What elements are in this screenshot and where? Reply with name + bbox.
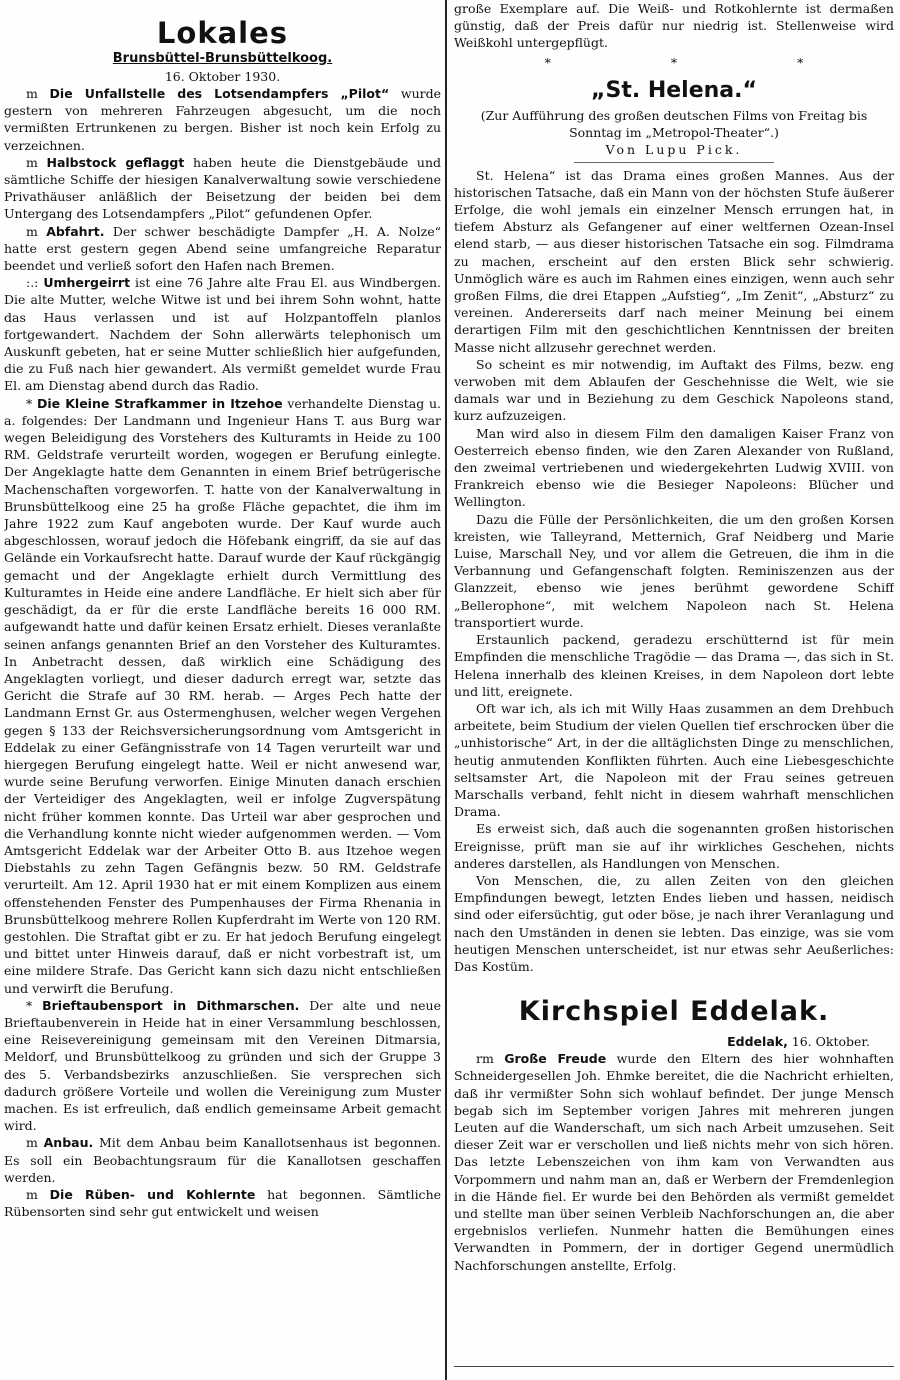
article-ernte-continued: große Exemplare auf. Die Weiß- und Rotkohlernte ist dermaßen günstig, daß der Preis dafür nur niedrig ist. Stellenweise wird Weißkohl untergepflügt. — [454, 1, 894, 51]
column-divider — [445, 0, 447, 1380]
article-halbstock: m Halbstock geflaggt haben heute die Dienstgebäude und sämtliche Schiffe der hiesigen Kanalverwaltung sowie verschiedene Privathäuser anläßlich der Beisetzung der beiden bei dem Untergang des Lotsendampfers „Pilot“ gefundenen Opfer. — [4, 154, 441, 222]
article-brieftauben: * Brieftaubensport in Dithmarschen. Der alte und neue Brieftaubenverein in Heide hat in einer Versammlung beschlossen, eine Reisevereinigung gemeinsam mit den Vereinen Ditmarsia, Meldorf, und Brunsbüttelkoog zu gründen und sich der Gruppe 3 des 5. Verbandsbezirks anzuschließen. Sie versprechen sich dadurch größere Vorteile und wollen die Vereinigung zum Muster machen. Es ist erfreulich, daß endlich gemeinsame Arbeit gemacht wird. — [4, 997, 441, 1134]
article-lead: Die Kleine Strafkammer in Itzehoe — [36, 395, 283, 411]
article-lead: Brieftaubensport in Dithmarschen. — [42, 997, 300, 1013]
article-lead: Anbau. — [43, 1135, 94, 1151]
separator-line — [574, 162, 774, 163]
dateline: 16. Oktober 1930. — [164, 69, 281, 84]
article-lead: Halbstock geflaggt — [46, 154, 185, 170]
section-stars-divider: * * * — [544, 54, 862, 70]
article-grosse-freude: rm Große Freude wurde den Eltern des hier wohnhaften Schneidergesellen Joh. Ehmke bereitet, die die Nachricht erhielten, daß ihr vermißter Sohn sich wohlauf befindet. Der junge Mensch begab sich im September vorigen Jahres mit mehreren jungen Leuten auf die Wanderschaft, um sich nach Arbeit umzusehen. Seit dieser Zeit war er verschollen und ließ nichts mehr von sich hören. Das letzte Lebenszeichen von ihm kam von Verwandten aus Vorpommern und nahm man an, daß er Werbern der Fremdenlegion in die Hände fiel. Er wurde bei den Behörden als vermißt gemeldet und stellte man über seinen Verbleib Nachforschungen an, die aber ergebnislos verliefen. Nunmehr hatten die Bemühungen eines Verwandten in Pommern, der in dortiger Gegend unermüdlich Nachforschungen anstellte, Erfolg. — [454, 1051, 894, 1273]
film-paragraph: Es erweist sich, daß auch die sogenannten großen historischen Ereignisse, prüft man sie auf ihr wirkliches Geschehen, nichts anderes darstellen, als Handlungen von Menschen. — [454, 821, 894, 871]
film-paragraph: So scheint es mir notwendig, im Auftakt des Films, bezw. eng verwoben mit dem Ablaufen der Geschehnisse die Welt, wie sie damals war und in Beziehung zu dem Geschick Napoleons stand, kurz aufzuzeigen. — [454, 356, 894, 424]
article-lead: Große Freude — [504, 1051, 607, 1067]
dateline-eddelak: Eddelak, 16. Oktober. — [727, 1034, 870, 1050]
article-abfahrt: m Abfahrt. Der schwer beschädigte Dampfer „H. A. Nolze“ hatte erst gestern gegen Abend seine umfangreiche Reparatur beendet und verließ sofort den Hafen nach Bremen. — [4, 223, 441, 274]
film-article-author: Von Lupu Pick. — [605, 141, 743, 157]
section-heading-lokales: Lokales — [156, 16, 289, 50]
film-paragraph: Man wird also in diesem Film den damaligen Kaiser Franz von Oesterreich ebenso finden, wie den Zaren Alexander von Rußland, den zweimal vertriebenen und wiedergekehrten Ludwig XVIII. von Frankreich ebenso wie die Besieger Napoleons: Blücher und Wellington. — [454, 425, 894, 510]
article-lead: Abfahrt. — [46, 223, 105, 239]
bottom-rule — [454, 1366, 894, 1367]
article-lead: Die Unfallstelle des Lotsendampfers „Pilot“ — [49, 86, 390, 101]
film-article-subtitle: (Zur Aufführung des großen deutschen Films von Freitag bis Sonntag im „Metropol-Theater“.) — [480, 107, 868, 140]
film-paragraph: Erstaunlich packend, geradezu erschütternd ist für mein Empfinden die menschliche Tragödie — das Drama —, das sich in St. Helena innerhalb des kleinen Kreises, in dem Napoleon dort lebte und litt, ereignete. — [454, 632, 894, 699]
article-strafkammer: * Die Kleine Strafkammer in Itzehoe verhandelte Dienstag u. a. folgendes: Der Landmann und Ingenieur Hans T. aus Burg war wegen Beleidigung des Vorstehers des Kulturamts in Heide zu 100 RM. Geldstrafe verurteilt worden, wogegen er Berufung einlegte. Der Angeklagte hatte dem Genannten in einem Brief betrügerische Machenschaften vorgeworfen. T. hatte von der Kanalverwaltung in Brunsbüttelkoog eine 25 ha große Fläche gepachtet, die ihm im Jahre 1922 zum Kauf angeboten wurde. Der Kauf wurde auch abgeschlossen, worauf jedoch die Höfebank eingriff, da sie auf das Gelände ein Vorkaufsrecht hatte. Darauf wurde der Kauf rückgängig gemacht und der Angeklagte erhielt durch Vermittlung des Kulturamtes in Heide eine andere Landfläche. Er hielt sich aber für geschädigt, da er für die erste Landfläche bereits 16 000 RM. aufgewandt hatte und dafür keinen Ersatz erhielt. Dieses veranlaßte seinen anfangs genannten Brief an den Vorsteher des Kulturamtes. In Anbetracht dessen, daß wirklich eine Schädigung des Angeklagten vorliegt, und dieser dadurch erregt war, setzte das Gericht die Strafe auf 30 RM. herab. — Arges Pech hatte der Landmann Ernst Gr. aus Ostermenghusen, welcher wegen Vergehen gegen § 133 der Reichsversicherungsordnung vom Amtsgericht in Eddelak zu einer Gefängnisstrafe von 14 Tagen verurteilt war und hiergegen Berufung eingelegt hatte. Weil er nicht anwesend war, wurde seine Berufung verworfen. Einige Minuten danach erschien der Verteidiger des Angeklagten, weil er infolge Zugverspätung nicht früher kommen konnte. Das Urteil war aber gesprochen und die Verhandlung konnte nicht wieder aufgenommen werden. — Vom Amtsgericht Eddelak war der Arbeiter Otto B. aus Itzehoe wegen Diebstahls zu zehn Tagen Gefängnis bezw. 50 RM. Geldstrafe verurteilt. Am 12. April 1930 hat er mit einem Komplizen aus einem offenstehenden Fenster des Pumpenhauses der Firma Rhenania in Brunsbüttelkoog mehrere Rollen Kupferdraht im Werte von 120 RM. gestohlen. Die Straftat gibt er zu. Er hat jedoch Berufung eingelegt und bittet unter Hinweis darauf, daß er nicht vorbestraft ist, um eine mildere Strafe. Das Gericht kann sich dazu nicht entschließen und verwirft die Berufung. — [4, 395, 441, 996]
section-heading-kirchspiel: Kirchspiel Eddelak. — [518, 996, 830, 1028]
article-lead: Die Rüben- und Kohlernte — [49, 1187, 256, 1202]
kicker-location: Brunsbüttel-Brunsbüttelkoog. — [112, 51, 333, 66]
film-paragraph: Oft war ich, als ich mit Willy Haas zusammen an dem Drehbuch arbeitete, beim Studium der vielen Quellen tief erschrocken über die „unhistorische“ Art, in der die alltäglichsten Dinge zu menschlichen, heutig anmutenden Konflikten führten. Auch eine Liebesgeschichte seltsamster Art, die Napoleon mit der Frau seines getreuen Marschalls verband, fehlt nicht in diesem wahrhaft menschlichen Drama. — [454, 700, 894, 820]
film-article-title: „St. Helena.“ — [591, 77, 757, 103]
film-paragraph: St. Helena“ ist das Drama eines großen Mannes. Aus der historischen Tatsache, daß ein Mann von der höchsten Stufe äußerer Erfolge, die wohl jemals ein einzelner Mensch errungen hat, in tiefem Absturz als Gefangener auf einer weltfernen Ozean-Insel elend starb, — aus dieser historischen Tatsache ein sog. Filmdrama zu machen, erscheint auf den ersten Blick sehr schwierig. Unmöglich wäre es auch im Rahmen eines einzigen, wenn auch sehr großen Films, die drei Etappen „Aufstieg“, „Im Zenit“, „Absturz“ zu vereinen. Andererseits darf nach meiner Meinung bei einem derartigen Film mit den geschichtlichen Kenntnissen der breiten Masse nicht allzusehr gerechnet werden. — [454, 167, 894, 355]
article-ernte: m Die Rüben- und Kohlernte hat begonnen. Sämtliche Rübensorten sind sehr gut entwickelt und weisen — [4, 1187, 441, 1220]
article-umhergeirrt: :.: Umhergeirrt ist eine 76 Jahre alte Frau El. aus Windbergen. Die alte Mutter, welche Witwe ist und bei ihrem Sohn wohnt, hatte das Haus verlassen und ist auf Holzpantoffeln planlos fortgewandert. Nachdem der Sohn allerwärts telephonisch um Auskunft gebeten, hat er seine Mutter schließlich hier aufgefunden, die zu Fuß nach hier gewandert. Als vermißt gemeldet wurde Frau El. am Dienstag abend durch das Radio. — [4, 275, 441, 394]
left-column — [4, 0, 441, 1380]
article-unfallstelle: m Die Unfallstelle des Lotsendampfers „Pilot“ wurde gestern von mehreren Fahrzeugen abgesucht, um die noch vermißten Ertrunkenen zu bergen. Bisher ist noch kein Erfolg zu verzeichnen. — [4, 86, 441, 153]
right-column — [454, 0, 894, 1380]
article-lead: Umhergeirrt — [43, 275, 131, 291]
film-paragraph: Von Menschen, die, zu allen Zeiten von den gleichen Empfindungen bewegt, letzten Endes lieben und hassen, neidisch sind oder eifersüchtig, gut oder böse, je nach ihrer Veranlagung und nach den Umständen in denen sie lebten. Das einzige, was sie vom heutigen Menschen unterscheidet, ist nur etwas sehr Aeußerliches: Das Kostüm. — [454, 872, 894, 974]
article-anbau: m Anbau. Mit dem Anbau beim Kanallotsenhaus ist begonnen. Es soll ein Beobachtungsraum für die Kanallotsen geschaffen werden. — [4, 1135, 441, 1185]
film-paragraph: Dazu die Fülle der Persönlichkeiten, die um den großen Korsen kreisten, wie Talleyrand, Metternich, Graf Neidberg und Marie Luise, Marschall Ney, und vor allem die Getreuen, die ihm in die Verbannung und Gefangenschaft folgten. Reminiszenzen aus der Glanzzeit, ebenso wie jenes berühmt gewordene Schiff „Bellerophone“, mit welchem Napoleon nach St. Helena transportiert wurde. — [454, 511, 894, 630]
